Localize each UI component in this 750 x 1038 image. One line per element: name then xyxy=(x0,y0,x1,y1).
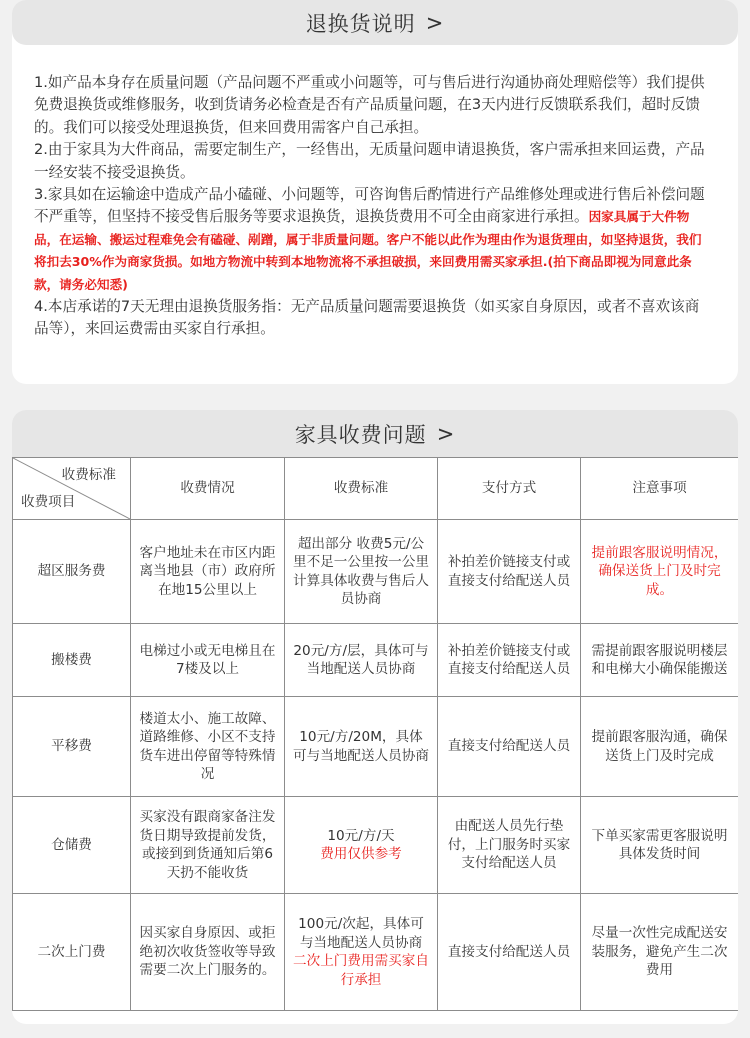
fee-payment: 直接支付给配送人员 xyxy=(438,697,581,797)
fee-standard-note: 二次上门费用需买家自行承担 xyxy=(293,953,429,988)
fee-item: 搬楼费 xyxy=(13,624,131,697)
policy-item-3-text: 3.家具如在运输途中造成产品小磕碰、小问题等，可咨询售后酌情进行产品维修处理或进行售后补偿问题不严重等，但坚持不接受售后服务等要求退换货，退换货费用不可全由商家进行承担。 xyxy=(34,186,705,226)
fee-situation: 客户地址未在市区内距离当地县（市）政府所在地15公里以上 xyxy=(131,520,285,624)
policy-item-3 xyxy=(34,184,710,296)
fee-card xyxy=(12,410,738,1024)
table-row xyxy=(13,624,739,697)
fee-notes: 尽量一次性完成配送安装服务，避免产生二次费用 xyxy=(581,894,739,1011)
fee-notes: 下单买家需更客服说明具体发货时间 xyxy=(581,797,739,894)
table-row xyxy=(13,797,739,894)
fee-item: 二次上门费 xyxy=(13,894,131,1011)
fee-payment: 直接支付给配送人员 xyxy=(438,894,581,1011)
fee-title: 家具收费问题 xyxy=(294,422,427,447)
policy-item-2: 2.由于家具为大件商品，需要定制生产，一经售出，无质量问题申请退换货，客户需承担来回运费，产品一经安装不接受退换货。 xyxy=(34,141,705,181)
fee-standard xyxy=(285,797,438,894)
fee-item: 平移费 xyxy=(13,697,131,797)
col-header-situation: 收费情况 xyxy=(131,458,285,520)
policy-item-1: 1.如产品本身存在质量问题（产品问题不严重或小问题等，可与售后进行沟通协商处理赔偿等）我们提供免费退换货或维修服务，收到货请务必检查是否有产品质量问题，在3天内进行反馈联系我们，超时反馈的。我们可以接受处理退换货，但来回费用需客户自己承担。 xyxy=(34,74,705,136)
fee-payment: 由配送人员先行垫付，上门服务时买家支付给配送人员 xyxy=(438,797,581,894)
fee-standard-text: 超出部分 收费5元/公里不足一公里按一公里计算具体收费与售后人员协商 xyxy=(293,535,429,607)
fee-standard xyxy=(285,894,438,1011)
table-row xyxy=(13,894,739,1011)
policy-item-4: 4.本店承诺的7天无理由退换货服务指：无产品质量问题需要退换货（如买家自身原因，或者不喜欢该商品等），来回运费需由买家自行承担。 xyxy=(34,298,700,338)
chevron-right-icon: > xyxy=(425,10,445,35)
fee-situation: 买家没有跟商家备注发货日期导致提前发货，或接到到货通知后第6天扔不能收货 xyxy=(131,797,285,894)
fee-payment: 补拍差价链接支付或直接支付给配送人员 xyxy=(438,520,581,624)
return-policy-card xyxy=(12,0,738,384)
table-row xyxy=(13,697,739,797)
diagonal-header-cell xyxy=(13,458,131,520)
fee-standard-text: 100元/次起，具体可与当地配送人员协商 xyxy=(298,916,424,951)
fee-standard xyxy=(285,624,438,697)
chevron-right-icon: > xyxy=(436,421,456,446)
policy-item-3-warning: 因家具属于大件物品，在运输、搬运过程难免会有磕碰、剐蹭，属于非质量问题。客户不能以此作为理由作为退货理由，如坚持退货，我们将扣去30%作为商家货损。如地方物流中转到本地物流将不承担破损，来回费用需买家承担.(拍下商品即视为同意此条款，请务必知悉) xyxy=(34,209,702,292)
col-header-payment: 支付方式 xyxy=(438,458,581,520)
fee-item: 仓储费 xyxy=(13,797,131,894)
fee-notes: 提前跟客服沟通，确保送货上门及时完成 xyxy=(581,697,739,797)
fee-standard-text: 20元/方/层，具体可与当地配送人员协商 xyxy=(293,642,429,677)
fee-standard-text: 10元/方/天 xyxy=(327,827,395,844)
fee-notes: 需提前跟客服说明楼层和电梯大小确保能搬送 xyxy=(581,624,739,697)
fee-table-header-row xyxy=(13,458,739,520)
fee-standard-text: 10元/方/20M，具体可与当地配送人员协商 xyxy=(293,729,429,764)
fee-standard xyxy=(285,520,438,624)
fee-payment: 补拍差价链接支付或直接支付给配送人员 xyxy=(438,624,581,697)
fee-situation: 电梯过小或无电梯且在7楼及以上 xyxy=(131,624,285,697)
return-policy-header[interactable] xyxy=(12,0,738,45)
fee-situation: 因买家自身原因、或拒绝初次收货签收等导致需要二次上门服务的。 xyxy=(131,894,285,1011)
col-header-notes: 注意事项 xyxy=(581,458,739,520)
table-row xyxy=(13,520,739,624)
fee-header[interactable] xyxy=(12,410,738,457)
fee-situation: 楼道太小、施工故障、道路维修、小区不支持货车进出停留等特殊情况 xyxy=(131,697,285,797)
fee-standard-note: 费用仅供参考 xyxy=(320,846,402,862)
diag-top-label: 收费标准 xyxy=(61,467,116,483)
fee-table xyxy=(12,457,738,1011)
fee-notes: 提前跟客服说明情况，确保送货上门及时完成。 xyxy=(581,520,739,624)
fee-item: 超区服务费 xyxy=(13,520,131,624)
diag-bottom-label: 收费项目 xyxy=(21,493,76,510)
col-header-standard: 收费标准 xyxy=(285,458,438,520)
fee-standard xyxy=(285,697,438,797)
return-policy-body xyxy=(12,45,738,341)
return-policy-title: 退换货说明 xyxy=(305,11,416,36)
